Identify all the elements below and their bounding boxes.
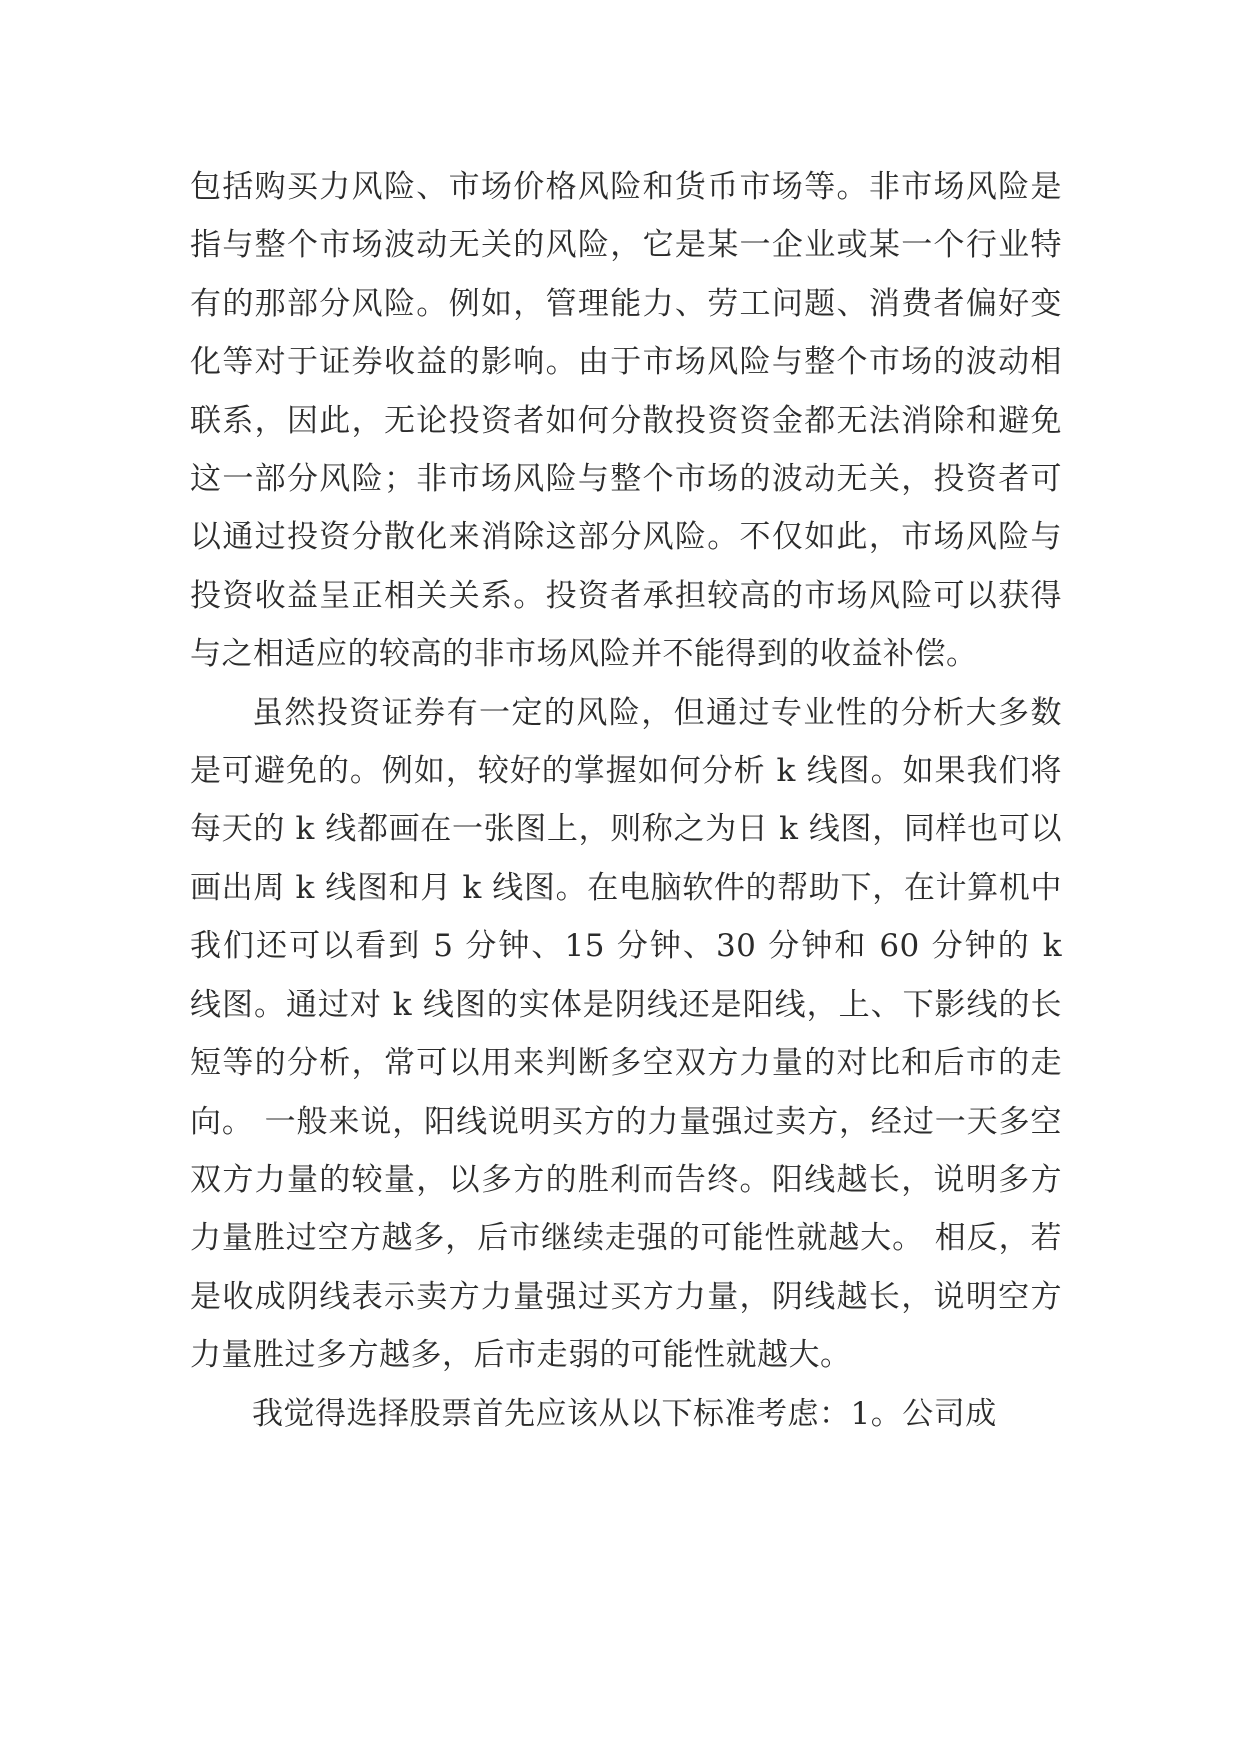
- paragraph-k-line-analysis: 虽然投资证券有一定的风险，但通过专业性的分析大多数是可避免的。例如，较好的掌握如何分析 k 线图。如果我们将每天的 k 线都画在一张图上，则称之为日 k 线图，同样也可以画出周 k 线图和月 k 线图。在电脑软件的帮助下，在计算机中我们还可以看到 5 分钟、15 分钟、30 分钟和 60 分钟的 k 线图。通过对 k 线图的实体是阴线还是阳线，上、下影线的长短等的分析，常可以用来判断多空双方力量的对比和后市的走向。 一般来说，阳线说明买方的力量强过卖方，经过一天多空双方力量的较量，以多方的胜利而告终。阳线越长，说明多方力量胜过空方越多，后市继续走强的可能性就越大。 相反，若是收成阴线表示卖方力量强过买方力量，阴线越长，说明空方力量胜过多方越多，后市走弱的可能性就越大。: [190, 694, 1062, 1374]
- document-body: [190, 158, 1062, 1443]
- paragraph-stock-selection: 我觉得选择股票首先应该从以下标准考虑：1。公司成: [252, 1395, 997, 1432]
- paragraph-continuation: 包括购买力风险、市场价格风险和货币市场等。非市场风险是指与整个市场波动无关的风险，它是某一企业或某一个行业特有的那部分风险。例如，管理能力、劳工问题、消费者偏好变化等对于证券收益的影响。由于市场风险与整个市场的波动相联系，因此，无论投资者如何分散投资资金都无法消除和避免这一部分风险；非市场风险与整个市场的波动无关，投资者可以通过投资分散化来消除这部分风险。不仅如此，市场风险与投资收益呈正相关关系。投资者承担较高的市场风险可以获得与之相适应的较高的非市场风险并不能得到的收益补偿。: [190, 169, 1062, 673]
